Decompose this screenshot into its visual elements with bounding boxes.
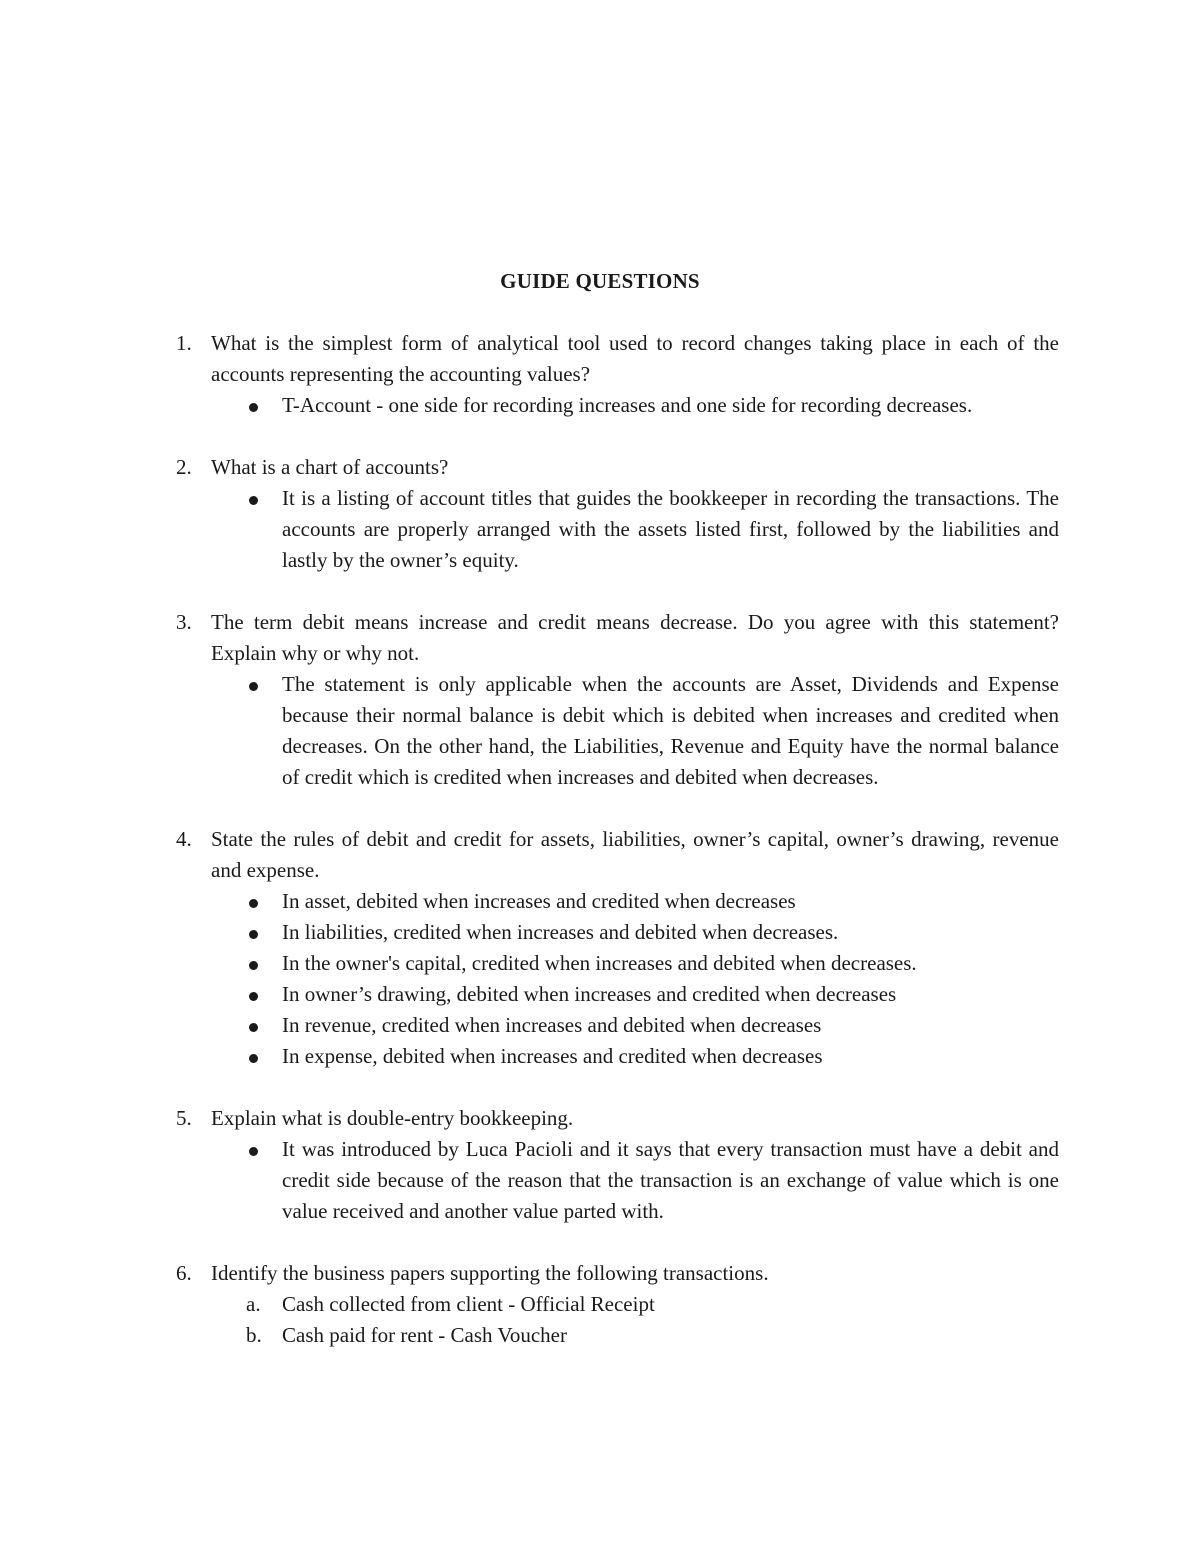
document-title: GUIDE QUESTIONS xyxy=(500,269,700,293)
answer-text: It is a listing of account titles that guides the bookkeeper in recording the transactions. The accounts are properly arranged with the assets listed first, followed by the liabilities and lastly by the owner’s equity. xyxy=(282,486,1059,572)
answer-item xyxy=(0,1041,1200,1072)
answer-item xyxy=(0,1134,1200,1227)
question-1 xyxy=(0,328,1200,421)
question-text: The term debit means increase and credit means decrease. Do you agree with this statement? Explain why or why not. xyxy=(211,610,1059,665)
answer-item xyxy=(0,979,1200,1010)
answer-list xyxy=(0,390,1200,421)
answer-text: Cash paid for rent - Cash Voucher xyxy=(282,1323,567,1347)
question-list xyxy=(0,328,1200,1382)
answer-text: In owner’s drawing, debited when increases and credited when decreases xyxy=(282,982,897,1006)
question-number: 5. xyxy=(176,1106,192,1130)
answer-item xyxy=(0,390,1200,421)
answer-list xyxy=(0,483,1200,576)
bullet-icon xyxy=(249,899,258,908)
answer-text: T-Account - one side for recording increases and one side for recording decreases. xyxy=(282,393,973,417)
question-3 xyxy=(0,607,1200,793)
bullet-icon xyxy=(249,961,258,970)
answer-list xyxy=(0,1289,1200,1351)
answer-list xyxy=(0,886,1200,1072)
answer-text: The statement is only applicable when the accounts are Asset, Dividends and Expense because their normal balance is debit which is debited when increases and credited when decreases. On the other hand, the Liabilities, Revenue and Equity have the normal balance of credit which is credited when increases and debited when decreases. xyxy=(282,672,1059,789)
answer-item xyxy=(0,483,1200,576)
question-text: Explain what is double-entry bookkeeping. xyxy=(211,1106,574,1130)
question-text: State the rules of debit and credit for assets, liabilities, owner’s capital, owner’s drawing, revenue and expense. xyxy=(211,827,1059,882)
item-letter: b. xyxy=(246,1323,262,1347)
question-4 xyxy=(0,824,1200,1072)
question-text: What is a chart of accounts? xyxy=(211,455,449,479)
question-6 xyxy=(0,1258,1200,1351)
bullet-icon xyxy=(249,930,258,939)
answer-text: It was introduced by Luca Pacioli and it says that every transaction must have a debit and credit side because of the reason that the transaction is an exchange of value which is one value received and another value parted with. xyxy=(282,1137,1059,1223)
question-5 xyxy=(0,1103,1200,1227)
bullet-icon xyxy=(249,1023,258,1032)
answer-item xyxy=(0,1320,1200,1351)
question-text: What is the simplest form of analytical tool used to record changes taking place in each of the accounts representing the accounting values? xyxy=(211,331,1059,386)
answer-item xyxy=(0,669,1200,793)
question-number: 6. xyxy=(176,1261,192,1285)
answer-item xyxy=(0,1010,1200,1041)
answer-item xyxy=(0,917,1200,948)
answer-text: In expense, debited when increases and credited when decreases xyxy=(282,1044,823,1068)
answer-item xyxy=(0,1289,1200,1320)
answer-text: In liabilities, credited when increases and debited when decreases. xyxy=(282,920,839,944)
question-number: 1. xyxy=(176,331,192,355)
bullet-icon xyxy=(249,403,258,412)
answer-list xyxy=(0,669,1200,793)
answer-text: In asset, debited when increases and credited when decreases xyxy=(282,889,796,913)
answer-text: In revenue, credited when increases and debited when decreases xyxy=(282,1013,822,1037)
answer-list xyxy=(0,1134,1200,1227)
bullet-icon xyxy=(249,992,258,1001)
answer-text: Cash collected from client - Official Receipt xyxy=(282,1292,655,1316)
question-number: 4. xyxy=(176,827,192,851)
answer-text: In the owner's capital, credited when increases and debited when decreases. xyxy=(282,951,917,975)
question-text: Identify the business papers supporting the following transactions. xyxy=(211,1261,769,1285)
question-number: 2. xyxy=(176,455,192,479)
bullet-icon xyxy=(249,496,258,505)
item-letter: a. xyxy=(246,1292,261,1316)
answer-item xyxy=(0,886,1200,917)
bullet-icon xyxy=(249,1054,258,1063)
question-number: 3. xyxy=(176,610,192,634)
bullet-icon xyxy=(249,1147,258,1156)
bullet-icon xyxy=(249,682,258,691)
answer-item xyxy=(0,948,1200,979)
question-2 xyxy=(0,452,1200,576)
